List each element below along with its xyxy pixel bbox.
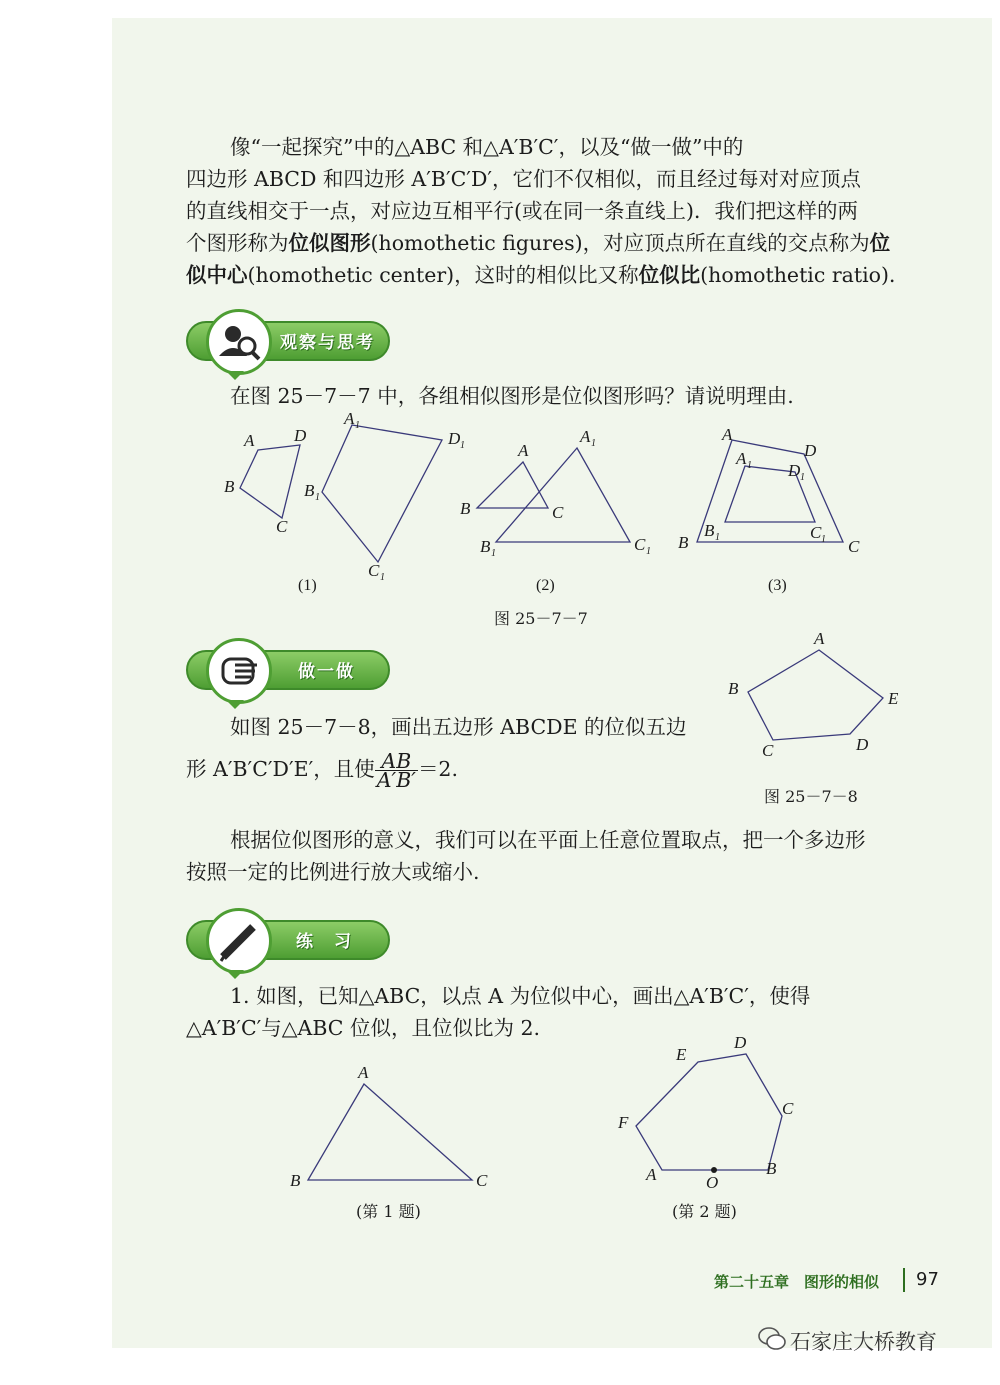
q2-figure: [610, 1030, 810, 1190]
fig2-label-c1: C: [634, 535, 646, 554]
q1-triangle-abc: [308, 1084, 472, 1180]
fig2-label-b1: B: [480, 537, 491, 556]
fig1-label-a: A: [244, 431, 255, 450]
fig3-label-c: C: [848, 537, 860, 556]
pentagon-label-c: C: [762, 741, 774, 760]
fig2-large-triangle: [496, 448, 630, 542]
term-homothetic-center-end: 似中心: [186, 263, 248, 287]
fig3-label-b1: B: [704, 521, 715, 540]
q2-label-o: O: [706, 1173, 719, 1190]
svg-text:1: 1: [747, 460, 752, 471]
svg-text:1: 1: [491, 548, 496, 559]
practice-banner: [186, 920, 390, 960]
fig3-label-d1: D: [788, 461, 801, 480]
figure-25-7-7: [200, 410, 880, 600]
fig1-small-quad: [240, 445, 300, 518]
term-homothetic-ratio: 位似比: [638, 263, 701, 287]
fig1-label-b1: B: [304, 481, 315, 500]
footer-divider: [903, 1268, 905, 1292]
intro-line-1: 像“一起探究”中的△ABC 和△A′B′C′，以及“做一做”中的: [230, 135, 744, 159]
page-number: 97: [916, 1269, 939, 1290]
fig3-label-a: A: [722, 425, 733, 444]
watermark-text: 石家庄大桥教育: [790, 1330, 937, 1354]
fig2-label-c: C: [552, 503, 564, 522]
q2-label-e: E: [676, 1045, 687, 1064]
q1-label-b: B: [290, 1171, 301, 1190]
q1-caption: (第 1 题): [356, 1202, 421, 1221]
banner-pointer: [226, 371, 244, 380]
svg-text:1: 1: [646, 546, 651, 557]
q2-label-a: A: [646, 1165, 657, 1184]
svg-text:1: 1: [355, 420, 360, 431]
pencil-icon: [206, 908, 272, 974]
fig2-small-triangle: [477, 462, 548, 508]
summary-line-1: 根据位似图形的意义，我们可以在平面上任意位置取点，把一个多边形: [230, 828, 866, 852]
fig2-sub-caption: (2): [536, 577, 555, 594]
pentagon-abcde: [748, 650, 883, 740]
q2-label-d: D: [734, 1033, 747, 1052]
wechat-icon: [758, 1326, 786, 1352]
fig-25-7-8-caption: 图 25－7－8: [764, 787, 858, 806]
intro-line-2: 四边形 ABCD 和四边形 A′B′C′D′，它们不仅相似，而且经过每对对应顶点: [186, 167, 862, 191]
practice-banner-label: 练 习: [296, 932, 353, 952]
fig3-label-a1: A: [736, 449, 747, 468]
svg-text:1: 1: [821, 534, 826, 545]
observe-banner: [186, 321, 390, 361]
pentagon-label-a: A: [814, 629, 825, 648]
fig2-label-a1: A: [580, 427, 591, 446]
fig2-label-a: A: [518, 441, 529, 460]
svg-text:1: 1: [800, 472, 805, 483]
svg-text:1: 1: [315, 492, 320, 503]
footer-chapter-title: 第二十五章 图形的相似: [714, 1273, 880, 1291]
magnifier-person-icon: [206, 309, 272, 375]
svg-text:1: 1: [380, 572, 385, 583]
fig3-label-c1: C: [810, 523, 822, 542]
svg-text:1: 1: [715, 532, 720, 543]
pentagon-label-e: E: [888, 689, 899, 708]
hand-icon: [206, 638, 272, 704]
doit-line-2: 形 A′B′C′D′E′，且使 $\frac{AB}{A'B'}$ ＝2.: [186, 749, 458, 792]
doit-line-1: 如图 25－7－8，画出五边形 ABCDE 的位似五边: [230, 715, 687, 739]
q2-label-c: C: [782, 1099, 794, 1118]
q1-label-a: A: [358, 1063, 369, 1082]
fig2-label-b: B: [460, 499, 471, 518]
figure-25-7-8: [720, 628, 920, 768]
fig1-label-a1: A: [344, 410, 355, 428]
fig1-label-d: D: [294, 426, 307, 445]
observe-text: 在图 25－7－7 中，各组相似图形是位似图形吗？请说明理由.: [230, 384, 794, 408]
fig3-sub-caption: (3): [768, 577, 787, 594]
fig1-label-c1: C: [368, 561, 380, 580]
fig1-label-b: B: [224, 477, 235, 496]
doit-banner-label: 做一做: [298, 662, 355, 682]
q2-hexagon-abcdef: [636, 1054, 782, 1170]
summary-line-2: 按照一定的比例进行放大或缩小.: [186, 860, 480, 884]
q1-label-c: C: [476, 1171, 488, 1190]
intro-line-5: 似中心(homothetic center)，这时的相似比又称位似比(homothetic ratio)．: [186, 263, 910, 287]
intro-line-4: 个图形称为位似图形(homothetic figures)，对应顶点所在直线的交点称为位: [186, 231, 891, 255]
term-homothetic-center-start: 位: [869, 231, 891, 255]
term-homothetic-figures: 位似图形: [288, 231, 371, 255]
q1-figure: [280, 1060, 500, 1200]
q2-label-b: B: [766, 1159, 777, 1178]
fig3-label-d: D: [804, 441, 817, 460]
fig1-sub-caption: (1): [298, 577, 317, 594]
pentagon-label-d: D: [856, 735, 869, 754]
practice-line-2: △A′B′C′与△ABC 位似，且位似比为 2.: [186, 1016, 541, 1040]
q2-caption: (第 2 题): [672, 1202, 737, 1221]
ratio-fraction: $\frac{AB}{A'B'}$: [376, 749, 416, 792]
observe-banner-label: 观察与思考: [280, 333, 375, 353]
banner-pointer: [226, 970, 244, 979]
fig-25-7-7-caption: 图 25－7－7: [494, 609, 588, 628]
q2-label-f: F: [618, 1113, 629, 1132]
fig1-label-c: C: [276, 517, 288, 536]
doit-banner: [186, 650, 390, 690]
fig1-label-d1: D: [448, 429, 461, 448]
pentagon-label-b: B: [728, 679, 739, 698]
fig1-large-quad: [322, 425, 442, 562]
fig3-label-b: B: [678, 533, 689, 552]
intro-line-3: 的直线相交于一点，对应边互相平行(或在同一条直线上)．我们把这样的两: [186, 199, 858, 223]
svg-text:1: 1: [460, 440, 465, 451]
banner-pointer: [226, 700, 244, 709]
svg-text:1: 1: [591, 438, 596, 449]
practice-line-1: 1. 如图，已知△ABC，以点 A 为位似中心，画出△A′B′C′，使得: [230, 984, 811, 1008]
